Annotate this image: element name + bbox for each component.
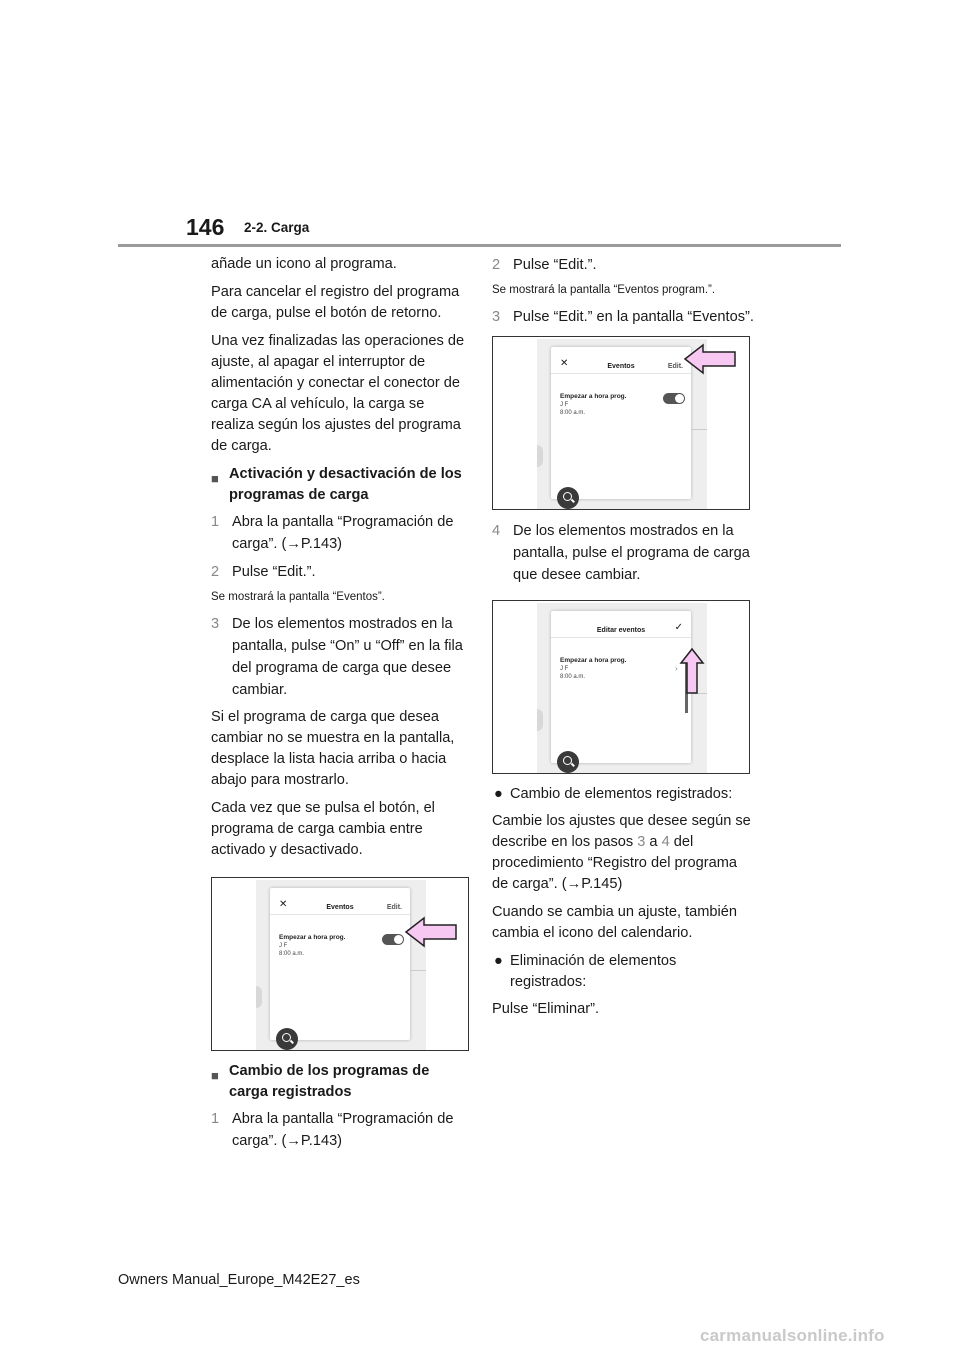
side-tab — [537, 709, 543, 731]
edit-button[interactable]: Edit. — [667, 363, 683, 370]
paragraph-text: a — [645, 834, 662, 850]
section-heading — [211, 1061, 469, 1103]
step — [492, 254, 754, 276]
event-toggle[interactable] — [663, 393, 685, 404]
step-number: 4 — [492, 523, 501, 539]
square-bullet-icon: ■ — [211, 1068, 219, 1083]
pointer-arrow-icon — [404, 916, 458, 948]
heading-text: Cambio de los programas de carga registrados — [229, 1063, 430, 1100]
bullet-item — [492, 784, 754, 805]
figure-eventos-toggle — [211, 877, 469, 1051]
event-time: 8:00 a.m. — [560, 410, 586, 416]
panel-header — [551, 347, 691, 374]
close-icon[interactable]: ✕ — [279, 899, 288, 910]
step — [211, 561, 469, 583]
event-days: J F — [560, 666, 569, 672]
step-text: Pulse “Edit.”. — [232, 564, 316, 580]
section-heading — [211, 464, 469, 506]
side-tab — [256, 986, 262, 1008]
step-number: 2 — [211, 564, 220, 580]
step-text: Pulse “Edit.” en la pantalla “Eventos”. — [513, 309, 754, 325]
panel-header — [270, 888, 410, 915]
paragraph — [492, 811, 754, 895]
heading-text: Activación y desactivación de los programas de carga — [229, 466, 462, 503]
paragraph: añade un icono al programa. — [211, 256, 397, 272]
event-days: J F — [560, 402, 569, 408]
check-icon[interactable]: ✓ — [674, 622, 683, 633]
step — [211, 613, 469, 701]
step-number: 1 — [211, 1111, 220, 1127]
right-column — [492, 254, 754, 1027]
pointer-arrow-icon — [683, 343, 737, 375]
bullet-text: Eliminación de elementos registrados: — [510, 953, 677, 990]
edit-button[interactable]: Edit. — [386, 904, 402, 911]
figure-eventos-edit — [492, 336, 750, 510]
section-title: 2-2. Carga — [244, 220, 310, 235]
step-text: De los elementos mostrados en la pantalla, pulse el programa de carga que desee cambiar. — [513, 523, 750, 583]
event-days: J F — [279, 943, 288, 949]
step — [492, 306, 754, 328]
close-icon[interactable]: ✕ — [560, 358, 569, 369]
header-rule — [118, 244, 841, 247]
step-reference: 4 — [661, 834, 670, 850]
bullet-dot-icon: ● — [494, 786, 503, 802]
paragraph: Cuando se cambia un ajuste, también cambia el icono del calendario. — [492, 904, 738, 941]
divider — [410, 970, 426, 971]
paragraph: Si el programa de carga que desea cambiar no se muestra en la pantalla, desplace la lista hacia arriba o hacia abajo para mostrarlo. — [211, 709, 455, 788]
paragraph-text: Cambie los ajustes que desee según se describe en los pasos — [492, 813, 751, 850]
paragraph: Cada vez que se pulsa el botón, el programa de carga cambia entre activado y desactivado. — [211, 800, 435, 858]
event-name: Empezar a hora prog. — [279, 934, 346, 941]
chevron-right-icon[interactable]: › — [675, 664, 678, 673]
pointer-arrow-icon — [679, 647, 705, 695]
bullet-dot-icon: ● — [494, 953, 503, 969]
square-bullet-icon: ■ — [211, 471, 219, 486]
footer-text: Owners Manual_Europe_M42E27_es — [118, 1272, 360, 1288]
event-item[interactable] — [560, 393, 626, 417]
paragraph-text: del procedimiento “Registro del programa de carga”. (→P.145) — [492, 834, 737, 892]
step-text: Pulse “Edit.”. — [513, 257, 597, 273]
paragraph: Una vez finalizadas las operaciones de ajuste, al apagar el interruptor de alimentación y conectar el conector de carga CA al vehículo, la carga se realiza según los ajustes del programa de carga. — [211, 333, 465, 454]
search-icon[interactable] — [276, 1028, 298, 1050]
event-time: 8:00 a.m. — [560, 674, 586, 680]
panel-title: Editar eventos — [596, 627, 646, 634]
step — [492, 520, 754, 586]
panel-header — [551, 611, 691, 638]
event-toggle[interactable] — [382, 934, 404, 945]
note: Se mostrará la pantalla “Eventos”. — [211, 591, 385, 603]
side-tab — [537, 445, 543, 467]
events-panel — [270, 888, 410, 1040]
event-time: 8:00 a.m. — [279, 951, 305, 957]
events-panel — [551, 347, 691, 499]
bullet-text: Cambio de elementos registrados: — [510, 786, 733, 802]
paragraph: Para cancelar el registro del programa de carga, pulse el botón de retorno. — [211, 284, 460, 321]
note: Se mostrará la pantalla “Eventos program.”. — [492, 284, 716, 296]
page-number: 146 — [186, 214, 225, 240]
panel-title: Eventos — [607, 363, 635, 370]
edit-events-panel — [551, 611, 691, 763]
step-reference: 3 — [637, 834, 646, 850]
figure-editar-eventos — [492, 600, 750, 774]
event-item[interactable] — [560, 657, 626, 681]
step-text: Abra la pantalla “Programación de carga”. (→P.143) — [232, 514, 454, 552]
event-item[interactable] — [279, 934, 345, 958]
left-column — [211, 254, 469, 1158]
step-number: 3 — [211, 616, 220, 632]
step-text: De los elementos mostrados en la pantalla, pulse “On” u “Off” en la fila del programa de carga que desee cambiar. — [232, 616, 463, 698]
search-icon[interactable] — [557, 487, 579, 509]
paragraph: Pulse “Eliminar”. — [492, 1001, 600, 1017]
divider — [691, 429, 707, 430]
search-icon[interactable] — [557, 751, 579, 773]
step — [211, 511, 469, 555]
step — [211, 1108, 469, 1152]
step-text: Abra la pantalla “Programación de carga”. (→P.143) — [232, 1111, 454, 1149]
panel-title: Eventos — [326, 904, 354, 911]
event-name: Empezar a hora prog. — [560, 393, 627, 400]
bullet-item — [492, 951, 754, 993]
step-number: 1 — [211, 514, 220, 530]
step-number: 2 — [492, 257, 501, 273]
event-name: Empezar a hora prog. — [560, 657, 627, 664]
watermark: carmanualsonline.info — [700, 1326, 885, 1345]
step-number: 3 — [492, 309, 501, 325]
